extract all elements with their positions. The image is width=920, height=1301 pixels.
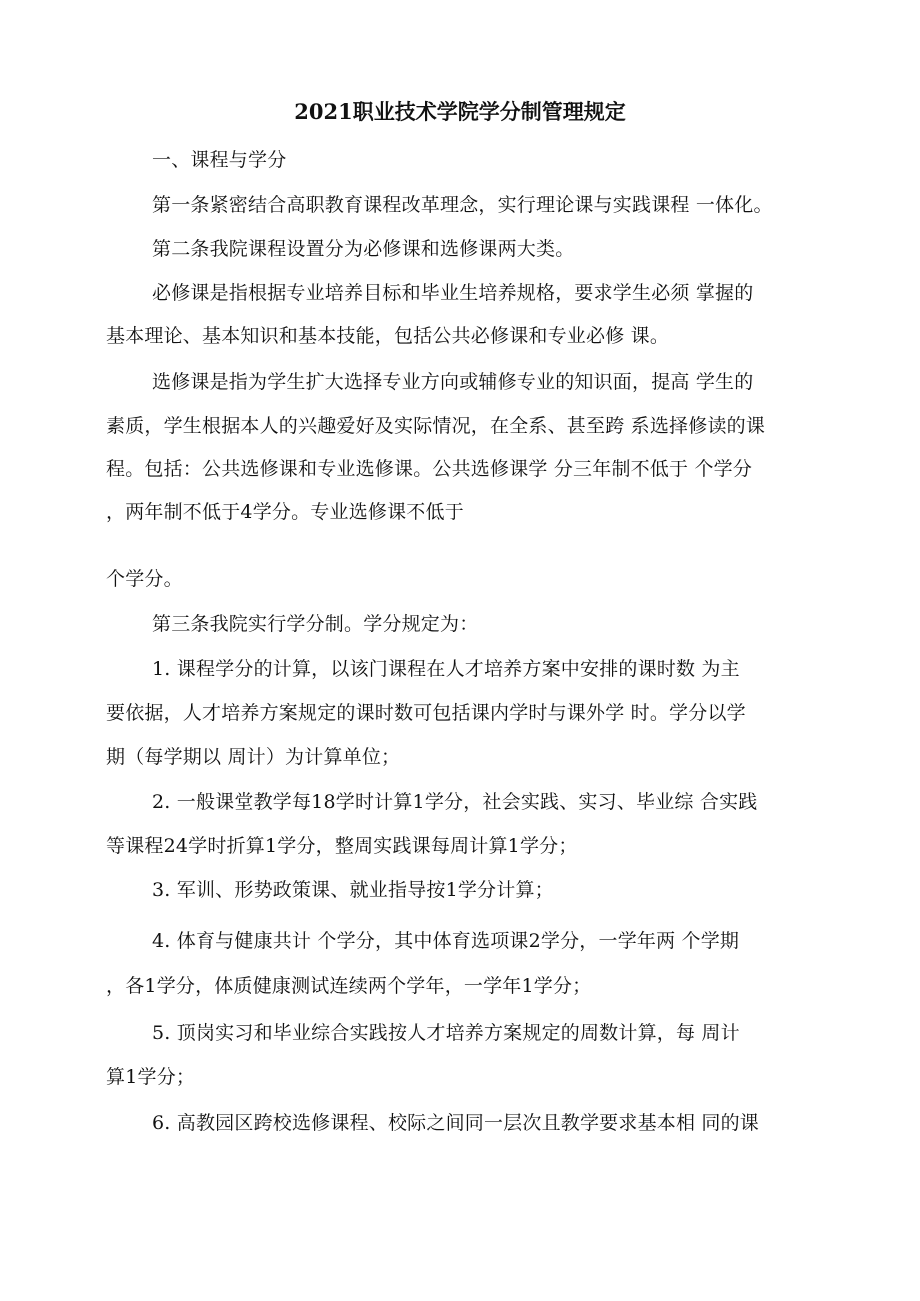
paragraph-line: 选修课是指为学生扩大选择专业方向或辅修专业的知识面，提高 学生的 [152,371,754,393]
paragraph-line: 等课程24学时折算1学分，整周实践课每周计算1学分； [106,835,578,857]
paragraph-line: 6. 高教园区跨校选修课程、校际之间同一层次且教学要求基本相 同的课 [152,1112,760,1134]
paragraph-line: 3. 军训、形势政策课、就业指导按1学分计算； [152,879,554,901]
paragraph-line: 必修课是指根据专业培养目标和毕业生培养规格，要求学生必须 掌握的 [152,282,754,304]
paragraph-line: ，各1学分，体质健康测试连续两个学年，一学年1学分； [106,975,592,997]
paragraph-line: 期（每学期以 周计）为计算单位； [106,746,401,768]
paragraph-line: 第一条紧密结合高职教育课程改革理念，实行理论课与实践课程 一体化。 [152,194,773,216]
paragraph-line: 素质，学生根据本人的兴趣爱好及实际情况，在全系、甚至跨 系选择修读的课 [106,415,766,437]
paragraph-line: 第二条我院课程设置分为必修课和选修课两大类。 [152,238,575,260]
paragraph-line: 5. 顶岗实习和毕业综合实践按人才培养方案规定的周数计算，每 周计 [152,1022,740,1044]
paragraph-line: 基本理论、基本知识和基本技能，包括公共必修课和专业必修 课。 [106,325,670,347]
document-title: 2021职业技术学院学分制管理规定 [294,99,626,124]
paragraph-line: 个学分。 [106,568,183,590]
paragraph-line: 2. 一般课堂教学每18学时计算1学分，社会实践、实习、毕业综 合实践 [152,791,758,813]
paragraph-line: ，两年制不低于4学分。专业选修课不低于 [106,501,464,523]
paragraph-line: 4. 体育与健康共计 个学分，其中体育选项课2学分，一学年两 个学期 [152,930,740,952]
paragraph-line: 第三条我院实行学分制。学分规定为： [152,613,479,635]
paragraph-line: 要依据，人才培养方案规定的课时数可包括课内学时与课外学 时。学分以学 [106,702,746,724]
paragraph-line: 程。包括：公共选修课和专业选修课。公共选修课学 分三年制不低于 个学分 [106,458,753,480]
paragraph-line: 算1学分； [106,1066,196,1088]
section-heading-1: 一、课程与学分 [152,149,287,171]
paragraph-line: 1. 课程学分的计算，以该门课程在人才培养方案中安排的课时数 为主 [152,658,740,680]
